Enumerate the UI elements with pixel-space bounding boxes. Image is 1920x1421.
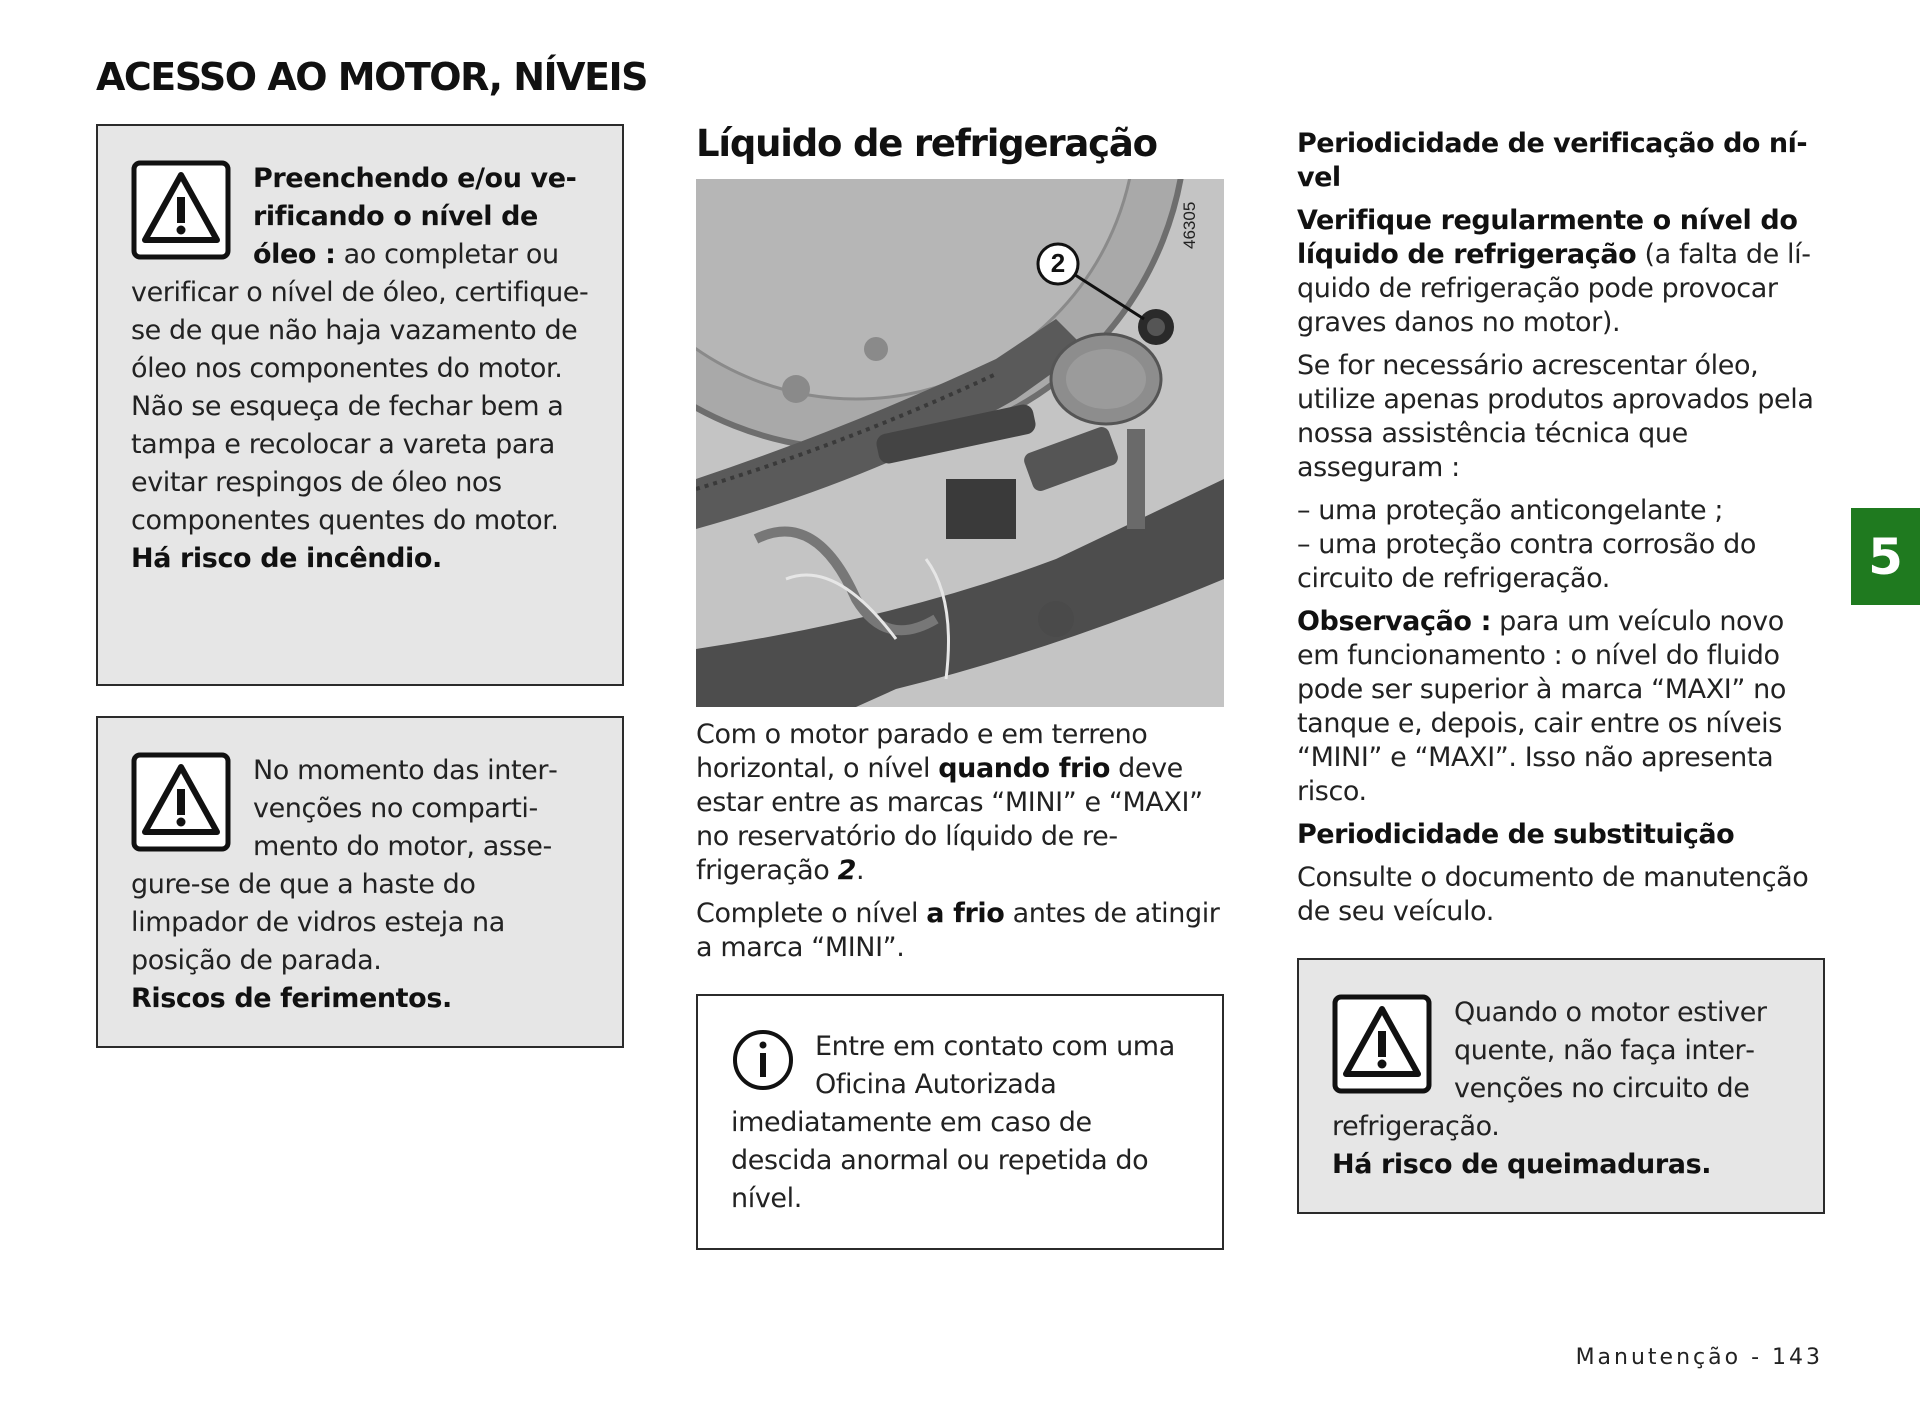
observation-paragraph: Observação : para um veículo novo em funcionamento : o nível do fluido pode ser superior à marca “MAXI” no tanque e, depois, cair entre os níveis “MINI” e “MAXI”. Isso não apresenta risco.	[1297, 606, 1786, 807]
hot-engine-warning-box	[1297, 958, 1825, 1214]
warning-triangle-icon	[131, 160, 231, 260]
coolant-paragraph-2: Complete o nível a frio antes de atingir a marca “MINI”.	[696, 898, 1220, 963]
page-title: ACESSO AO MOTOR, NÍVEIS	[96, 55, 648, 99]
oil-warning-lead: Preenchendo e/ou verificando o nível de óleo :	[253, 163, 577, 270]
figure-callout-number: 2	[1050, 248, 1066, 278]
hot-engine-warning-text: Quando o motor estiver quente, não faça intervenções no circuito de refrigeração.	[1332, 997, 1767, 1142]
top-up-paragraph: Se for necessário acrescentar óleo, utilize apenas produtos aprovados pela nossa assistência técnica que asseguram :	[1297, 350, 1814, 483]
replacement-paragraph: Consulte o documento de manutenção de seu veículo.	[1297, 862, 1809, 927]
replacement-frequency-heading: Periodicidade de substituição	[1297, 819, 1735, 850]
info-circle-icon	[731, 1028, 795, 1092]
protection-list	[1297, 494, 1827, 596]
wiper-warning-box	[96, 716, 624, 1048]
figure-reference-number: 46305	[1180, 201, 1199, 249]
list-item: – uma proteção anticongelante ;	[1297, 495, 1724, 526]
list-item: – uma proteção contra corrosão do circuito de refrigeração.	[1297, 529, 1756, 594]
info-box	[696, 994, 1224, 1250]
warning-triangle-icon	[1332, 994, 1432, 1094]
oil-warning-text: Preenchendo e/ou verificando o nível de óleo : ao completar ou verificar o nível de óleo, certifique-se de que não haja vazamento de óleo nos componentes do motor.	[131, 163, 589, 384]
coolant-paragraph-1: Com o motor parado e em terreno horizontal, o nível quando frio deve estar entre as marcas “MINI” e “MAXI” no reservatório do líquido de refrigeração 2.	[696, 719, 1203, 886]
check-paragraph: Verifique regularmente o nível do líquido de refrigeração (a falta de líquido de refrigeração pode provocar graves danos no motor).	[1297, 205, 1811, 338]
info-box-text: Entre em contato com uma Oficina Autorizada imediatamente em caso de descida anormal ou repetida do nível.	[731, 1031, 1175, 1214]
page-footer: Manutenção - 143	[1575, 1345, 1823, 1370]
oil-warning-text2: Não se esqueça de fechar bem a tampa e recolocar a vareta para evitar respingos de óleo nos componentes quentes do motor.	[131, 391, 564, 536]
oil-warning-risk: Há risco de incêndio.	[131, 543, 442, 574]
check-frequency-heading: Periodicidade de verificação do nível	[1297, 128, 1808, 193]
coolant-section-title: Líquido de refrigeração	[696, 122, 1157, 165]
hot-engine-warning-risk: Há risco de queimaduras.	[1332, 1149, 1712, 1180]
chapter-tab: 5	[1851, 508, 1920, 605]
coolant-body	[696, 718, 1226, 974]
engine-bay-figure	[696, 179, 1224, 707]
wiper-warning-risk: Riscos de ferimentos.	[131, 983, 452, 1014]
right-column-body	[1297, 127, 1827, 938]
wiper-warning-text: No momento das intervenções no compartimento do motor, assegure-se de que a haste do limpador de vidros esteja na posição de parada.	[131, 755, 558, 976]
oil-warning-box	[96, 124, 624, 686]
warning-triangle-icon	[131, 752, 231, 852]
